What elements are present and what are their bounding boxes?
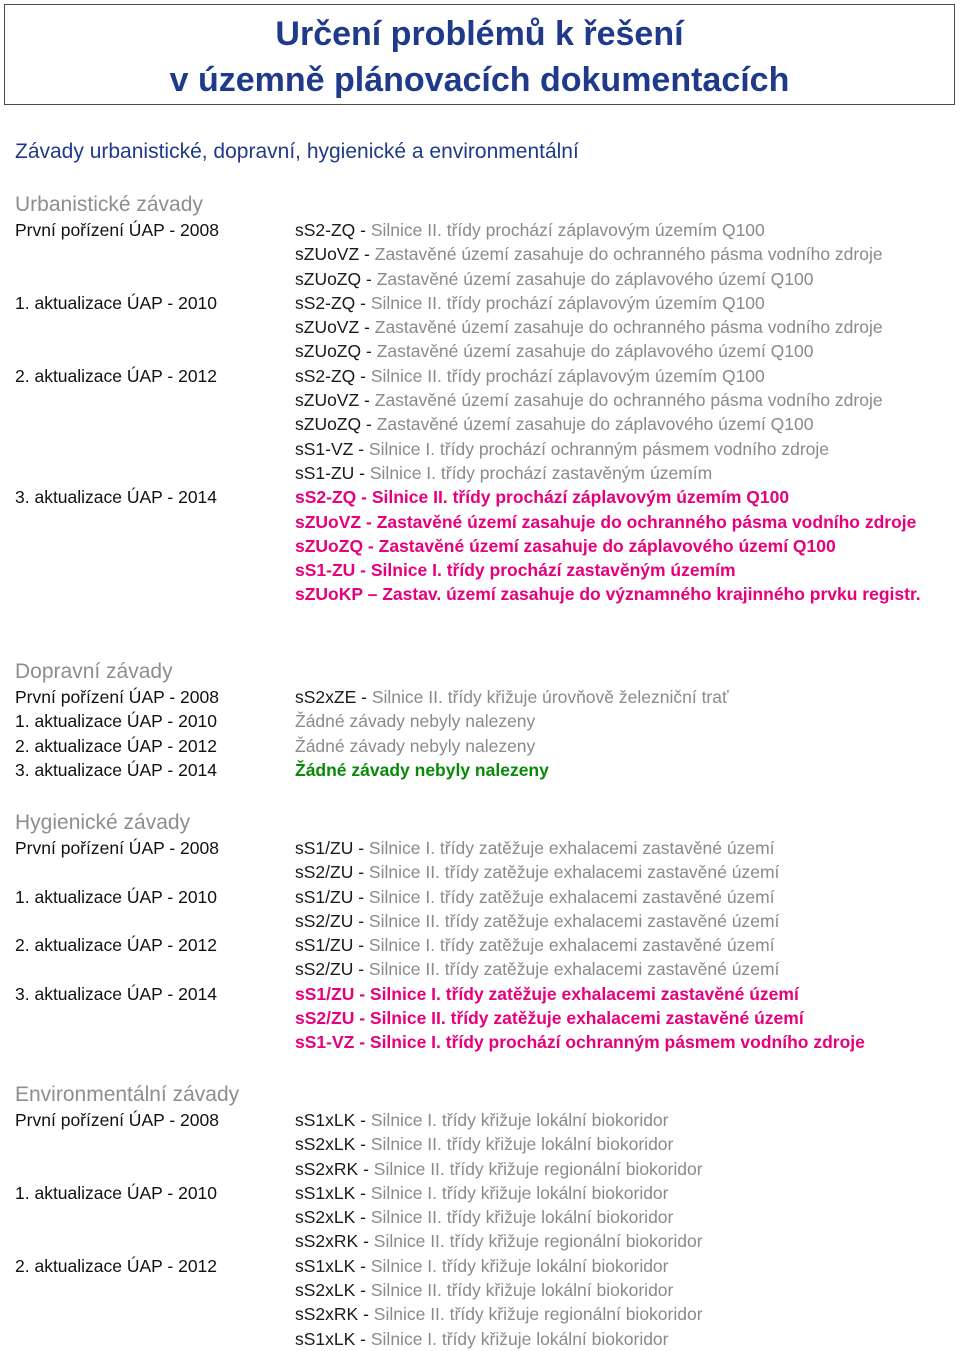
entry-label: 1. aktualizace ÚAP - 2010 <box>15 292 218 313</box>
defect-description: Silnice II. třídy prochází záplavovým územím Q100 <box>370 365 765 386</box>
entry-row <box>15 982 945 1055</box>
entry-lines <box>295 734 945 758</box>
section-hygienicke <box>15 809 945 1055</box>
defect-description: Žádné závady nebyly nalezeny <box>295 735 536 756</box>
defect-separator: - <box>356 687 372 707</box>
entry-lines <box>295 758 945 782</box>
entry-lines <box>295 291 945 364</box>
defect-separator: - <box>355 1134 371 1155</box>
defect-code: sZUoZQ <box>295 268 362 289</box>
defect-description: Silnice I. třídy zatěžuje exhalacemi zastavěné území <box>368 838 775 858</box>
defect-separator: - <box>355 560 371 581</box>
defect-description: Silnice II. třídy křižuje lokální biokoridor <box>370 1280 674 1301</box>
defect-code: sS1-ZU <box>295 462 355 483</box>
entry-lines <box>295 218 945 291</box>
defect-code: sS2/ZU <box>295 910 354 931</box>
defect-line <box>295 291 945 315</box>
title-line-1: Určení problémů k řešení <box>275 15 684 53</box>
defect-separator: - <box>355 1182 371 1203</box>
defect-code: sS2/ZU <box>295 959 354 980</box>
defect-separator: - <box>353 838 369 858</box>
defect-description: Silnice II. třídy křižuje lokální biokoridor <box>370 1207 674 1228</box>
defect-line <box>295 485 945 509</box>
defect-separator: - <box>355 1255 371 1276</box>
defect-code: sS2-ZQ <box>295 220 356 240</box>
defect-line <box>295 534 945 558</box>
defect-description: Zastavěné území zasahuje do záplavového území Q100 <box>376 414 814 435</box>
defect-code: sS2xRK <box>295 1304 359 1325</box>
defect-description: Zastavěné území zasahuje do záplavového území Q100 <box>376 268 814 289</box>
entry-lines <box>295 364 945 485</box>
defect-separator: - <box>359 390 375 411</box>
entry-lines <box>295 1181 945 1254</box>
defect-separator: - <box>353 959 369 980</box>
defect-separator: - <box>358 1158 374 1179</box>
defect-separator: - <box>353 862 369 883</box>
entry-lines <box>295 982 945 1055</box>
defect-description: Silnice II. třídy prochází záplavovým územím Q100 <box>371 487 790 508</box>
defect-line <box>295 1229 945 1253</box>
defect-line <box>295 461 945 485</box>
section-environmentalni <box>15 1081 945 1351</box>
defect-separator: - <box>359 244 375 265</box>
entry-lines <box>295 1254 945 1351</box>
defect-line <box>295 1205 945 1229</box>
defect-code: sZUoZQ <box>295 535 364 556</box>
defect-code: sZUoZQ <box>295 414 362 435</box>
defect-separator: - <box>361 511 377 532</box>
defect-line <box>295 685 945 709</box>
defect-description: Silnice I. třídy prochází zastavěným územím <box>369 462 713 483</box>
entry-label: 1. aktualizace ÚAP - 2010 <box>15 886 218 907</box>
defect-line <box>295 1302 945 1326</box>
defect-line <box>295 909 945 933</box>
defect-code: sS1/ZU <box>295 983 355 1004</box>
entry-label: 3. aktualizace ÚAP - 2014 <box>15 487 218 508</box>
defect-code: sZUoKP <box>295 584 363 605</box>
defect-separator: - <box>361 341 377 362</box>
section-urbanisticke <box>15 191 945 607</box>
defect-separator: - <box>355 220 371 240</box>
defect-code: sS1xLK <box>295 1182 356 1203</box>
entry-row <box>15 1181 945 1254</box>
entry-label: 1. aktualizace ÚAP - 2010 <box>15 1182 218 1203</box>
defect-description: Silnice II. třídy křižuje regionální biokoridor <box>373 1231 703 1252</box>
defect-description: Silnice II. třídy křižuje úrovňově železniční trať <box>371 687 729 707</box>
defect-code: sS2xLK <box>295 1207 356 1228</box>
entry-label: První pořízení ÚAP - 2008 <box>15 687 219 707</box>
defect-line <box>295 364 945 388</box>
entry-row <box>15 885 945 934</box>
entry-row <box>15 364 945 485</box>
defect-description: Silnice II. třídy křižuje lokální biokoridor <box>370 1134 674 1155</box>
section-title: Environmentální závady <box>15 1083 240 1106</box>
defect-description: Silnice I. třídy křižuje lokální biokoridor <box>370 1182 669 1203</box>
defect-line <box>295 982 945 1006</box>
defect-line <box>295 315 945 339</box>
defect-separator: – <box>362 584 383 605</box>
defect-description: Zastavěné území zasahuje do ochranného pásma vodního zdroje <box>374 317 883 338</box>
defect-separator: - <box>359 317 375 338</box>
entry-label: 2. aktualizace ÚAP - 2012 <box>15 1255 218 1276</box>
defect-line <box>295 709 945 733</box>
defect-code: sS2-ZQ <box>295 487 357 508</box>
defect-code: sS2-ZQ <box>295 365 356 386</box>
entry-label: První pořízení ÚAP - 2008 <box>15 1110 219 1130</box>
defect-separator: - <box>363 535 379 556</box>
entry-row <box>15 734 945 758</box>
entry-label: První pořízení ÚAP - 2008 <box>15 838 219 858</box>
entry-row <box>15 1108 945 1181</box>
defect-description: Silnice I. třídy zatěžuje exhalacemi zastavěné území <box>369 983 799 1004</box>
defect-description: Silnice II. třídy křižuje regionální biokoridor <box>373 1304 703 1325</box>
defect-line <box>295 1254 945 1278</box>
defect-line <box>295 388 945 412</box>
defect-line <box>295 885 945 909</box>
defect-code: sS1/ZU <box>295 935 354 956</box>
defect-line <box>295 1108 945 1132</box>
entry-row <box>15 291 945 364</box>
entry-row <box>15 1254 945 1351</box>
defect-separator: - <box>355 1280 371 1301</box>
document-title <box>4 4 955 105</box>
defect-line <box>295 1030 945 1054</box>
defect-description: Zastavěné území zasahuje do záplavového území Q100 <box>376 341 814 362</box>
defect-line <box>295 734 945 758</box>
defect-code: sS1xLK <box>295 1110 356 1130</box>
entry-row <box>15 836 945 885</box>
defect-code: sS2xLK <box>295 1134 356 1155</box>
defect-code: sZUoZQ <box>295 341 362 362</box>
defect-separator: - <box>356 487 372 508</box>
entry-label: 3. aktualizace ÚAP - 2014 <box>15 759 218 780</box>
defect-description: Silnice I. třídy prochází zastavěným územím <box>370 560 736 581</box>
defect-line <box>295 836 945 860</box>
entry-lines <box>295 685 945 709</box>
defect-line <box>295 437 945 461</box>
defect-description: Žádné závady nebyly nalezeny <box>295 759 549 780</box>
defect-line <box>295 582 945 606</box>
entry-row <box>15 485 945 606</box>
section-title: Dopravní závady <box>15 660 173 683</box>
defect-line <box>295 558 945 582</box>
defect-code: sS1xLK <box>295 1255 356 1276</box>
entry-row <box>15 933 945 982</box>
defect-line <box>295 339 945 363</box>
defect-code: sZUoVZ <box>295 390 360 411</box>
entry-label: 3. aktualizace ÚAP - 2014 <box>15 983 218 1004</box>
defect-separator: - <box>354 462 370 483</box>
defect-code: sS2-ZQ <box>295 292 356 313</box>
defect-line <box>295 1278 945 1302</box>
defect-code: sZUoVZ <box>295 244 360 265</box>
entry-row <box>15 709 945 733</box>
entry-lines <box>295 885 945 934</box>
entry-lines <box>295 933 945 982</box>
defect-description: Silnice II. třídy prochází záplavovým územím Q100 <box>370 292 765 313</box>
defect-description: Silnice II. třídy křižuje regionální biokoridor <box>373 1158 703 1179</box>
defect-separator: - <box>361 268 377 289</box>
defect-line <box>295 1006 945 1030</box>
defect-description: Žádné závady nebyly nalezeny <box>295 711 536 732</box>
defect-line <box>295 412 945 436</box>
entry-row <box>15 758 945 782</box>
section-title: Urbanistické závady <box>15 193 203 216</box>
defect-code: sS2/ZU <box>295 1008 355 1029</box>
defect-separator: - <box>355 292 371 313</box>
defect-line <box>295 1132 945 1156</box>
entry-lines <box>295 709 945 733</box>
defect-code: sZUoVZ <box>295 317 360 338</box>
defect-code: sS2xRK <box>295 1231 359 1252</box>
entry-label: 2. aktualizace ÚAP - 2012 <box>15 365 218 386</box>
defect-line <box>295 860 945 884</box>
entry-lines <box>295 1108 945 1181</box>
defect-separator: - <box>355 1328 371 1349</box>
entry-lines <box>295 485 945 606</box>
defect-description: Zastavěné území zasahuje do ochranného pásma vodního zdroje <box>376 511 917 532</box>
title-line-2: v územně plánovacích dokumentacích <box>169 61 790 99</box>
defect-description: Silnice I. třídy zatěžuje exhalacemi zastavěné území <box>368 886 775 907</box>
defect-description: Zastavěné území zasahuje do ochranného pásma vodního zdroje <box>374 390 883 411</box>
defect-code: sS1-VZ <box>295 1032 355 1053</box>
defect-code: sS2xLK <box>295 1280 356 1301</box>
defect-description: Silnice I. třídy křižuje lokální biokoridor <box>370 1328 669 1349</box>
defect-separator: - <box>358 1231 374 1252</box>
defect-line <box>295 1181 945 1205</box>
defect-description: Silnice II. třídy prochází záplavovým územím Q100 <box>370 220 765 240</box>
defect-line <box>295 267 945 291</box>
defect-description: Zastav. území zasahuje do významného krajinného prvku registr. <box>382 584 921 605</box>
defect-description: Silnice I. třídy křižuje lokální biokoridor <box>370 1110 669 1130</box>
defect-code: sS2/ZU <box>295 862 354 883</box>
section-dopravni <box>15 658 945 782</box>
defect-separator: - <box>358 1304 374 1325</box>
defect-code: sZUoVZ <box>295 511 362 532</box>
defect-description: Zastavěné území zasahuje do ochranného pásma vodního zdroje <box>374 244 883 265</box>
defect-separator: - <box>354 983 370 1004</box>
defect-code: sS1-ZU <box>295 560 356 581</box>
defect-separator: - <box>353 438 369 459</box>
defect-description: Silnice I. třídy zatěžuje exhalacemi zastavěné území <box>368 935 775 956</box>
defect-separator: - <box>355 1207 371 1228</box>
defect-line <box>295 218 945 242</box>
entry-label: 2. aktualizace ÚAP - 2012 <box>15 935 218 956</box>
defect-line <box>295 933 945 957</box>
defect-description: Silnice I. třídy prochází ochranným pásmem vodního zdroje <box>369 1032 865 1053</box>
defect-line <box>295 1157 945 1181</box>
entry-lines <box>295 836 945 885</box>
defect-description: Silnice I. třídy křižuje lokální biokoridor <box>370 1255 669 1276</box>
defect-line <box>295 957 945 981</box>
defect-code: sS2xRK <box>295 1158 359 1179</box>
defect-separator: - <box>354 1008 370 1029</box>
defect-description: Zastavěné území zasahuje do záplavového území Q100 <box>378 535 836 556</box>
entry-row <box>15 218 945 291</box>
defect-description: Silnice I. třídy prochází ochranným pásmem vodního zdroje <box>368 438 829 459</box>
entry-label: První pořízení ÚAP - 2008 <box>15 220 219 240</box>
defect-code: sS1/ZU <box>295 838 354 858</box>
defect-line <box>295 510 945 534</box>
defect-line <box>295 758 945 782</box>
section-title: Hygienické závady <box>15 811 191 834</box>
defect-code: sS1-VZ <box>295 438 354 459</box>
defect-separator: - <box>355 365 371 386</box>
defect-separator: - <box>353 935 369 956</box>
entry-label: 2. aktualizace ÚAP - 2012 <box>15 735 218 756</box>
entry-row <box>15 685 945 709</box>
defect-description: Silnice II. třídy zatěžuje exhalacemi zastavěné území <box>368 862 780 883</box>
defect-line <box>295 1327 945 1351</box>
defect-separator: - <box>361 414 377 435</box>
defect-separator: - <box>353 910 369 931</box>
defect-code: sS1/ZU <box>295 886 354 907</box>
entry-label: 1. aktualizace ÚAP - 2010 <box>15 711 218 732</box>
defect-line <box>295 242 945 266</box>
defect-separator: - <box>355 1110 371 1130</box>
defect-code: sS2xZE <box>295 687 357 707</box>
defect-separator: - <box>354 1032 370 1053</box>
defect-description: Silnice II. třídy zatěžuje exhalacemi zastavěné území <box>368 910 780 931</box>
defect-description: Silnice II. třídy zatěžuje exhalacemi zastavěné území <box>368 959 780 980</box>
defect-code: sS1xLK <box>295 1328 356 1349</box>
defect-separator: - <box>353 886 369 907</box>
main-heading: Závady urbanistické, dopravní, hygienické a environmentální <box>15 140 579 163</box>
defect-description: Silnice II. třídy zatěžuje exhalacemi zastavěné území <box>369 1008 804 1029</box>
